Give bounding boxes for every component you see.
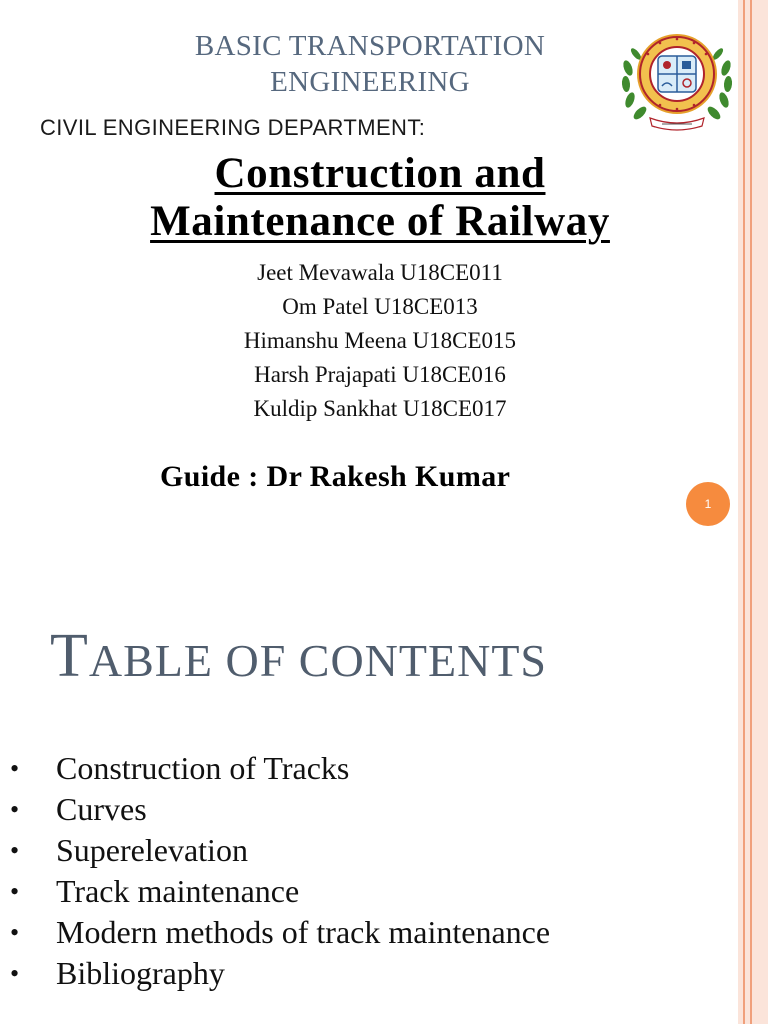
toc-heading-cap: T — [50, 622, 89, 690]
bullet-icon: • — [10, 795, 20, 824]
course-title — [110, 28, 630, 100]
bullet-icon: • — [10, 836, 20, 865]
toc-item-label: Construction of Tracks — [56, 750, 350, 786]
presentation-title-line1: Construction and — [214, 150, 546, 197]
list-item — [8, 830, 550, 871]
list-item — [8, 953, 550, 994]
team-member: Himanshu Meena U18CE015 — [243, 328, 517, 353]
toc-heading-rest2: CONTENTS — [298, 635, 548, 686]
course-title-line1: BASIC TRANSPORTATION — [194, 30, 546, 62]
toc-item-label: Bibliography — [56, 955, 225, 991]
institute-seal-logo — [618, 28, 736, 132]
bullet-icon: • — [10, 754, 20, 783]
page-number-badge: 1 — [686, 482, 730, 526]
toc-item-label: Modern methods of track maintenance — [56, 914, 551, 950]
list-item — [8, 748, 550, 789]
team-member: Jeet Mevawala U18CE011 — [257, 260, 503, 285]
toc-item-label: Superelevation — [56, 832, 248, 868]
bullet-icon: • — [10, 918, 20, 947]
list-item — [8, 789, 550, 830]
right-decorative-border — [738, 0, 768, 512]
department-label: CIVIL ENGINEERING DEPARTMENT: — [40, 115, 426, 140]
right-decorative-border — [738, 512, 768, 1024]
presentation-title-line2: Maintenance of Railway — [150, 198, 610, 245]
toc-list — [8, 748, 550, 994]
team-member: Kuldip Sankhat U18CE017 — [253, 396, 507, 421]
toc-heading — [50, 624, 547, 693]
guide-name: Guide : Dr Rakesh Kumar — [160, 460, 511, 493]
toc-item-label: Curves — [56, 791, 147, 827]
list-item — [8, 871, 550, 912]
presentation-title — [60, 150, 700, 246]
toc-heading-rest1: ABLE OF — [88, 635, 299, 686]
course-title-line2: ENGINEERING — [270, 66, 470, 98]
team-members-list — [170, 256, 590, 426]
toc-item-label: Track maintenance — [56, 873, 300, 909]
bullet-icon: • — [10, 959, 20, 988]
bullet-icon: • — [10, 877, 20, 906]
list-item — [8, 912, 550, 953]
table-of-contents-slide — [0, 512, 768, 1024]
team-member: Harsh Prajapati U18CE016 — [254, 362, 506, 387]
team-member: Om Patel U18CE013 — [282, 294, 478, 319]
